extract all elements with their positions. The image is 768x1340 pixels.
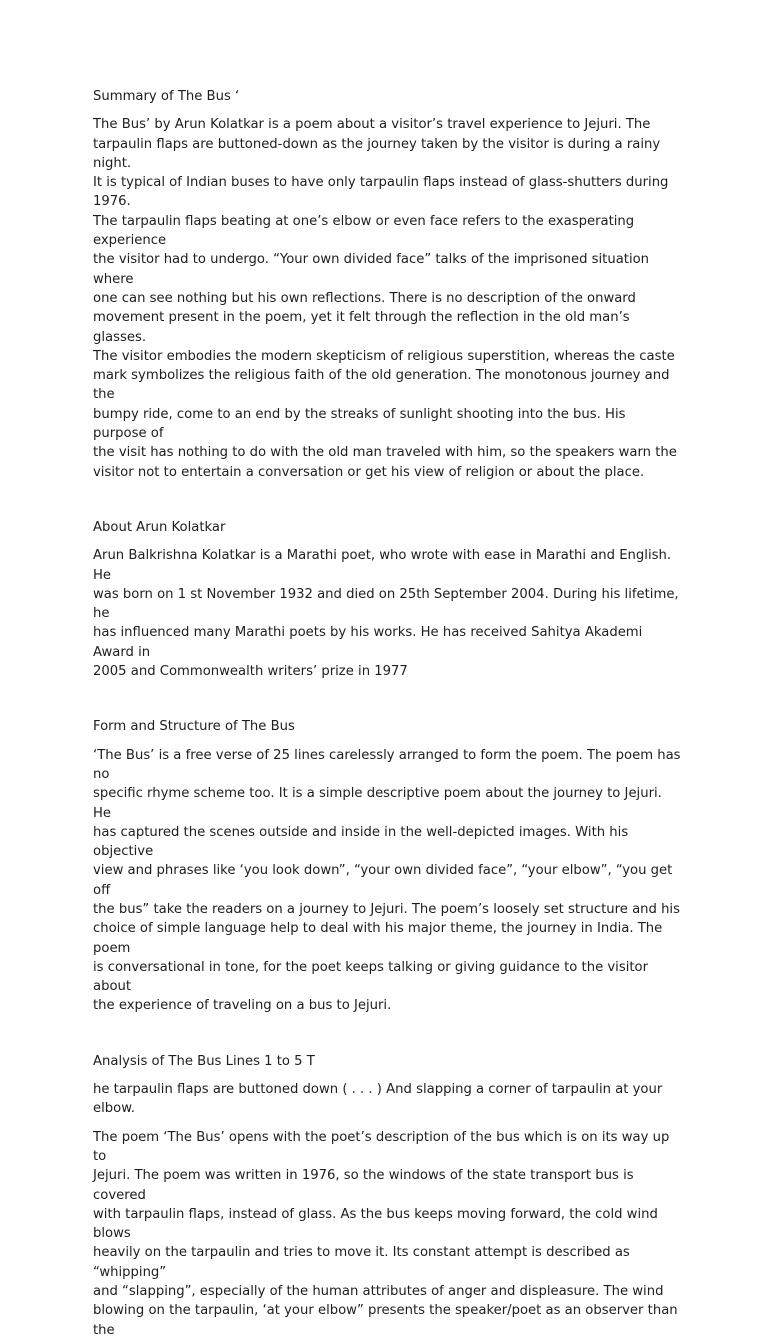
spacer [93, 737, 683, 746]
summary-paragraph: The Bus’ by Arun Kolatkar is a poem about a visitor’s travel experience to Jejuri. The tarpaulin flaps are buttoned-down as the journey taken by the visitor is during a rainy night. It is typical of Indian buses to have only tarpaulin flaps instead of glass-shutters during 1976. The tarpaulin flaps beating at one’s elbow or even face refers to the exasperating experience the visitor had to undergo. “Your own divided face” talks of the imprisoned situation where one can see nothing but his own reflections. There is no description of the onward movement present in the poem, yet it felt through the reflection in the old man’s glasses. The visitor embodies the modern skepticism of religious superstition, whereas the caste mark symbolizes the religious faith of the old generation. The monotonous journey and the bumpy ride, come to an end by the streaks of sunlight shooting into the bus. His purpose of the visit has nothing to do with the old man traveled with him, so the speakers warn the visitor not to entertain a conversation or get his view of religion or about the place. [93, 117, 677, 480]
spacer [93, 537, 683, 546]
spacer [93, 106, 683, 115]
section-heading-form-structure: Form and Structure of The Bus [93, 719, 295, 735]
spacer [93, 482, 683, 518]
section-heading-about-author: About Arun Kolatkar [93, 519, 226, 535]
analysis-paragraph: The poem ‘The Bus’ opens with the poet’s description of the bus which is on its way up to Jejuri. The poem was written in 1976, so the windows of the state transport bus is covered with tarpaulin flaps, instead of glass. As the bus keeps moving forward, the cold wind blows heavily on the tarpaulin and tries to move it. Its constant attempt is described as “whipping” and “slapping”, especially of the human attributes of anger and displeasure. The wind blowing on the tarpaulin, ‘at your elbow” presents the speaker/poet as an observer than the [93, 1129, 678, 1338]
spacer [93, 1119, 683, 1128]
spacer [93, 1071, 683, 1080]
section-heading-analysis: Analysis of The Bus Lines 1 to 5 T [93, 1053, 315, 1069]
section-heading-summary: Summary of The Bus ‘ [93, 89, 240, 104]
spacer [93, 1016, 683, 1052]
spacer [93, 681, 683, 717]
analysis-quote-line: he tarpaulin flaps are buttoned down ( . . . ) And slapping a corner of tarpaulin at your elbow. [93, 1082, 663, 1117]
form-structure-paragraph: ‘The Bus’ is a free verse of 25 lines carelessly arranged to form the poem. The poem has no specific rhyme scheme too. It is a simple descriptive poem about the journey to Jejuri. He has captured the scenes outside and inside in the well-depicted images. With his objective view and phrases like ‘you look down”, “your own divided face”, “your elbow”, “you get off the bus” take the readers on a journey to Jejuri. The poem’s loosely set structure and his choice of simple language help to deal with his major theme, the journey in India. The poem is conversational in tone, for the poet keeps talking or giving guidance to the visitor about the experience of traveling on a bus to Jejuri. [93, 747, 681, 1014]
about-author-paragraph: Arun Balkrishna Kolatkar is a Marathi poet, who wrote with ease in Marathi and English. He was born on 1 st November 1932 and died on 25th September 2004. During his lifetime, he has influenced many Marathi poets by his works. He has received Sahitya Akademi Award in 2005 and Commonwealth writers’ prize in 1977 [93, 548, 679, 680]
document-page [93, 87, 683, 1340]
